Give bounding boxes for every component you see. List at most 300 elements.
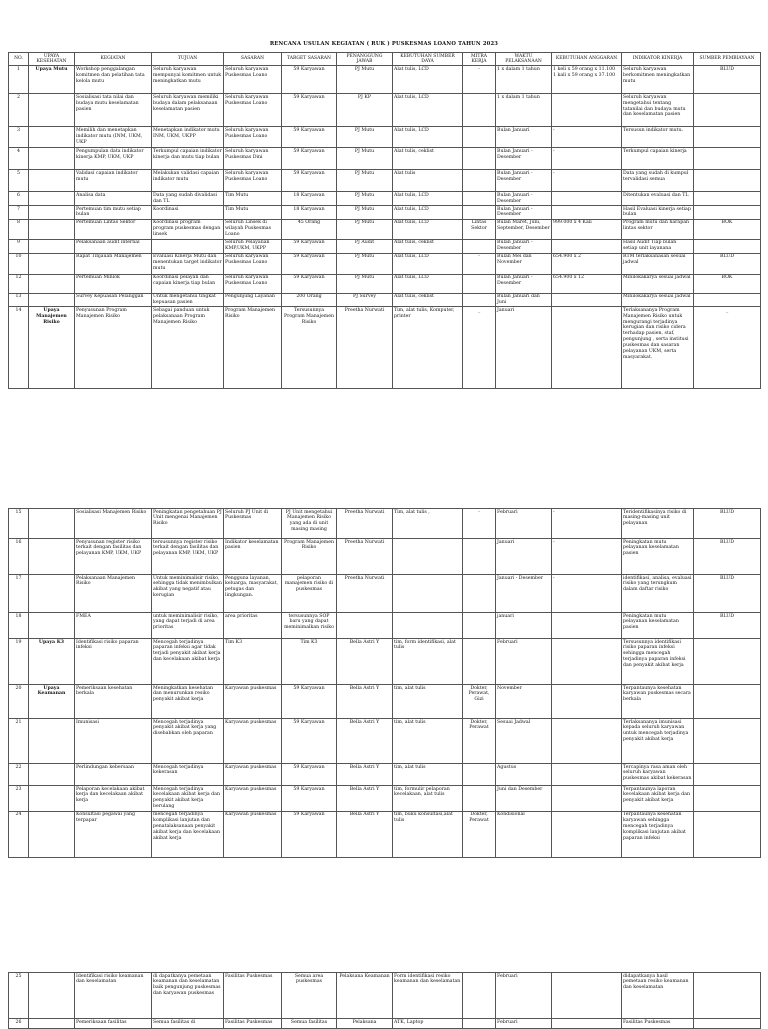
- cell-anggaran: [552, 206, 622, 220]
- cell-target: 59 Karyawan: [282, 811, 337, 857]
- cell-sasaran: Fasilitas Puskesmas: [224, 973, 282, 1019]
- cell-tujuan: Seluruh karyawan memiliki budaya dalam pelaksanaan keselamatan pasien: [152, 94, 224, 127]
- cell-waktu: Februari: [496, 509, 552, 539]
- cell-tujuan: mencegah terjadinya komplikasi lanjutan dan penatalaksanaan penyakit akibat kerja dan kecelakaan akibat kerja: [152, 811, 224, 857]
- cell-mitra: Dokter, Perawat: [463, 719, 496, 764]
- cell-no: 6: [9, 192, 29, 206]
- cell-upaya: Upaya Keamanan: [29, 685, 75, 719]
- cell-upaya: Upaya K3: [29, 639, 75, 685]
- cell-waktu: Bulan Januari - Desember: [496, 148, 552, 170]
- cell-pj: Pelaksana: [337, 1019, 393, 1029]
- cell-tujuan: Semua fasilitas di: [152, 1019, 224, 1029]
- cell-kegiatan: Analisa data: [75, 192, 152, 206]
- cell-kegiatan: Identifikasi risiko paparan infeksi: [75, 639, 152, 685]
- cell-tujuan: Menetapkan indikator mutu INM, UKM, UKPP: [152, 127, 224, 148]
- cell-anggaran: [552, 639, 622, 685]
- cell-pembiayaan: [694, 239, 761, 253]
- cell-no: 15: [9, 509, 29, 539]
- cell-sumber-daya: tim, alat tulis: [393, 685, 463, 719]
- cell-pembiayaan: BLUD: [694, 66, 761, 94]
- cell-anggaran: [552, 293, 622, 307]
- cell-pj: PJ Mutu: [337, 170, 393, 192]
- table-row: [9, 307, 761, 389]
- cell-no: 18: [9, 613, 29, 639]
- cell-sasaran: Tim Mutu: [224, 206, 282, 220]
- cell-no: 1: [9, 66, 29, 94]
- cell-pj: PJ Survey: [337, 293, 393, 307]
- cell-sumber-daya: [393, 575, 463, 613]
- cell-target: Semua area puskesmas: [282, 973, 337, 1019]
- cell-sumber-daya: Alat tulis, LCD: [393, 253, 463, 274]
- cell-upaya: [29, 192, 75, 206]
- cell-sasaran: Tim Mutu: [224, 192, 282, 206]
- cell-sasaran: Karyawan puskesmas: [224, 764, 282, 786]
- cell-upaya: [29, 719, 75, 764]
- cell-sasaran: Program Manajemen Risiko: [224, 307, 282, 389]
- cell-anggaran: [552, 764, 622, 786]
- cell-tujuan: Untuk mengetahui tingkat kepuasan pasien: [152, 293, 224, 307]
- cell-sumber-daya: ATK, Laptop: [393, 1019, 463, 1029]
- cell-upaya: Upaya Manajemen Risiko: [29, 307, 75, 389]
- col-header: TARGET SASARAN: [282, 53, 337, 66]
- col-header: INDIKATOR KINERJA: [622, 53, 694, 66]
- cell-pembiayaan: [694, 148, 761, 170]
- cell-kegiatan: Penyusunan register risiko terkait dengan fasilitas dan pelayanan KMP, UKM, UKP: [75, 539, 152, 575]
- cell-target: 59 Karyawan: [282, 274, 337, 293]
- cell-indikator: identifikasi, analisa, evaluasi risiko yang terungkum dalam daftar risiko: [622, 575, 694, 613]
- cell-anggaran: [552, 192, 622, 206]
- cell-kegiatan: Pelaksanaan audit internal: [75, 239, 152, 253]
- cell-sumber-daya: Alat tulis, LCD: [393, 219, 463, 239]
- cell-upaya: [29, 127, 75, 148]
- table-header-row: [9, 53, 761, 66]
- cell-tujuan: Terkumpul capaian indikator kinerja dan mutu tiap bulan: [152, 148, 224, 170]
- cell-mitra: [463, 170, 496, 192]
- cell-pj: Bella Astri Y: [337, 811, 393, 857]
- cell-pembiayaan: [694, 206, 761, 220]
- cell-no: 24: [9, 811, 29, 857]
- cell-pj: Preetha Nurwati: [337, 539, 393, 575]
- cell-no: 10: [9, 253, 29, 274]
- cell-upaya: [29, 786, 75, 812]
- cell-sasaran: Tim K3: [224, 639, 282, 685]
- cell-anggaran: 1 keli x 59 orang x 11.100 1 kali x 59 orang x 37.100: [552, 66, 622, 94]
- cell-tujuan: untuk meminimalisir risiko, yang dapat terjadi di area prioritas: [152, 613, 224, 639]
- cell-kegiatan: Konsultasi pegawai yang terpapar: [75, 811, 152, 857]
- cell-anggaran: -: [552, 148, 622, 170]
- col-header: UPAYA KESEHATAN: [29, 53, 75, 66]
- cell-indikator: Peningkatan mutu pelayanan keselamatan pasien: [622, 613, 694, 639]
- cell-target: 59 Karyawan: [282, 66, 337, 94]
- cell-anggaran: 654.900 x 12: [552, 274, 622, 293]
- cell-sumber-daya: tim, buku konsultasi,alat tulis: [393, 811, 463, 857]
- cell-indikator: Hasil Evaluasi kinerja setiap bulan: [622, 206, 694, 220]
- cell-mitra: [463, 639, 496, 685]
- cell-no: 8: [9, 219, 29, 239]
- cell-pj: PJ Mutu: [337, 127, 393, 148]
- table-row: [9, 206, 761, 220]
- cell-sasaran: Seluruh karyawan Puskesmas Dini: [224, 148, 282, 170]
- cell-indikator: Minilokakarya sesuai jadwal: [622, 274, 694, 293]
- cell-no: 4: [9, 148, 29, 170]
- cell-sasaran: Seluruh PJ Unit di Puskesmas: [224, 509, 282, 539]
- cell-tujuan: Meningkatkan kesehatan dan menurunkan resiko penyakit akibat kerja: [152, 685, 224, 719]
- cell-no: 23: [9, 786, 29, 812]
- col-header: NO.: [9, 53, 29, 66]
- cell-sasaran: Karyawan puskesmas: [224, 719, 282, 764]
- cell-pembiayaan: BLUD: [694, 575, 761, 613]
- cell-indikator: Tersusun indikator mutu.: [622, 127, 694, 148]
- table-row: [9, 786, 761, 812]
- cell-upaya: [29, 239, 75, 253]
- table-body: [9, 66, 761, 389]
- cell-mitra: [463, 613, 496, 639]
- cell-mitra: -: [463, 253, 496, 274]
- table-row: [9, 253, 761, 274]
- cell-pembiayaan: [694, 293, 761, 307]
- cell-pj: PJ Mutu: [337, 66, 393, 94]
- cell-anggaran: [552, 719, 622, 764]
- cell-target: 200 Orang: [282, 293, 337, 307]
- cell-upaya: [29, 539, 75, 575]
- cell-indikator: Terkumpul capaian kinerja: [622, 148, 694, 170]
- cell-pembiayaan: [694, 192, 761, 206]
- cell-mitra: [463, 293, 496, 307]
- cell-kegiatan: Imunisasi: [75, 719, 152, 764]
- cell-anggaran: [552, 613, 622, 639]
- cell-indikator: Program mutu dan harapan lintas sektor: [622, 219, 694, 239]
- cell-waktu: Januari - Desember: [496, 575, 552, 613]
- cell-sumber-daya: tim, form identifikasi, alat tulis: [393, 639, 463, 685]
- cell-tujuan: Mencegah terjadinya paparan infeksi agar tidak terjadi penyakit akibat kerja dan kecelakaan akibat kerja: [152, 639, 224, 685]
- cell-no: 26: [9, 1019, 29, 1029]
- cell-pj: Preetha Nurwati: [337, 509, 393, 539]
- cell-waktu: Agustus: [496, 764, 552, 786]
- cell-indikator: Fasilitas Puskesmas: [622, 1019, 694, 1029]
- cell-kegiatan: Pertemuan Minlok: [75, 274, 152, 293]
- table-row: [9, 719, 761, 764]
- cell-waktu: Bulan Januari - Desember: [496, 274, 552, 293]
- cell-sasaran: Karyawan puskesmas: [224, 786, 282, 812]
- cell-waktu: Februari: [496, 973, 552, 1019]
- cell-sasaran: Seluruh Linsek di wilayah Puskesmas Loano: [224, 219, 282, 239]
- cell-mitra: [463, 239, 496, 253]
- cell-sumber-daya: [393, 539, 463, 575]
- cell-pembiayaan: BLUD: [694, 253, 761, 274]
- table-row: [9, 293, 761, 307]
- cell-pembiayaan: _: [694, 307, 761, 389]
- cell-upaya: [29, 613, 75, 639]
- cell-no: 3: [9, 127, 29, 148]
- cell-indikator: Hasil Audit Tiap bulan setiap unit layanana: [622, 239, 694, 253]
- cell-waktu: Sesuai Jadwal: [496, 719, 552, 764]
- cell-no: 7: [9, 206, 29, 220]
- ruk-table-page-1: [8, 52, 760, 389]
- cell-kegiatan: Rapat Tinjauan Manajemen: [75, 253, 152, 274]
- cell-upaya: [29, 973, 75, 1019]
- cell-pj: Bella Astri Y: [337, 685, 393, 719]
- cell-tujuan: Data yang sudah divalidasi dan TL: [152, 192, 224, 206]
- cell-upaya: [29, 170, 75, 192]
- cell-waktu: Bulan Januari - Desember: [496, 239, 552, 253]
- cell-anggaran: [552, 239, 622, 253]
- cell-pembiayaan: [694, 639, 761, 685]
- table-row: [9, 219, 761, 239]
- table-row: [9, 811, 761, 857]
- table-row: [9, 148, 761, 170]
- cell-indikator: Terpantaunya laporan kecelakaan akibat kerja dan penyakit akibat kerja: [622, 786, 694, 812]
- cell-no: 25: [9, 973, 29, 1019]
- cell-indikator: RTM terlaksanasan sesuai jadwal: [622, 253, 694, 274]
- cell-pj: Bella Astri Y: [337, 786, 393, 812]
- cell-tujuan: Sebagai panduan untuk pelaksanaan Program Manajemen Risiko: [152, 307, 224, 389]
- cell-target: 18 Karyawan: [282, 206, 337, 220]
- cell-anggaran: [552, 307, 622, 389]
- cell-no: 9: [9, 239, 29, 253]
- cell-indikator: Tersusunnya identifikasi risiko paparan infeksi sehingga mencegah terjadinya paparan infeksi dan penyakit akibat kerja: [622, 639, 694, 685]
- cell-tujuan: Untuk meminimalisir risiko, sehingga tidak menimbulkan akibat yang negatif atau kerugian: [152, 575, 224, 613]
- cell-kegiatan: Perlindungan kebersaan: [75, 764, 152, 786]
- cell-sumber-daya: Alat tulis, LCD: [393, 206, 463, 220]
- cell-kegiatan: Pemeriksaan kesehatan berkala: [75, 685, 152, 719]
- cell-indikator: Tercapinya rasa aman oleh seluruh karyawan puskesmas akibat kekerasan: [622, 764, 694, 786]
- cell-sumber-daya: Alat tulis, LCD: [393, 274, 463, 293]
- cell-pembiayaan: [694, 94, 761, 127]
- cell-sasaran: Fasilitas Puskesmas: [224, 1019, 282, 1029]
- cell-pembiayaan: [694, 127, 761, 148]
- cell-kegiatan: Survey Kepuasan Pelanggan: [75, 293, 152, 307]
- cell-upaya: [29, 509, 75, 539]
- cell-tujuan: Mencegah terjadinya penyakit akibat kerja yang disebabkan oleh paparan: [152, 719, 224, 764]
- cell-pj: Bella Astri Y: [337, 764, 393, 786]
- cell-indikator: Terlaksananya imunisasi kepada seluruh karyawan untuk mencegah terjadinya penyakit akibat kerja: [622, 719, 694, 764]
- cell-mitra: _: [463, 307, 496, 389]
- ruk-table-page-2: [8, 508, 760, 858]
- cell-no: 14: [9, 307, 29, 389]
- cell-no: 5: [9, 170, 29, 192]
- col-header: TUJUAN: [152, 53, 224, 66]
- cell-pj: PJ Mutu: [337, 206, 393, 220]
- cell-waktu: Februari: [496, 1019, 552, 1029]
- cell-waktu: Januari: [496, 539, 552, 575]
- cell-tujuan: Melakukan validasi capaian indikator mutu: [152, 170, 224, 192]
- cell-sasaran: Seluruh Pelayanan KMP,UKM, UKPP: [224, 239, 282, 253]
- cell-tujuan: Mencegah terjadinya kekerasan: [152, 764, 224, 786]
- cell-upaya: [29, 575, 75, 613]
- cell-mitra: [463, 539, 496, 575]
- cell-tujuan: Mencegah terjadinya kecelakaan akibat kerja dan penyakit akibat kerja berulang: [152, 786, 224, 812]
- cell-pj: PJ Mutu: [337, 274, 393, 293]
- cell-waktu: Bulan Januari - Desember: [496, 206, 552, 220]
- cell-upaya: Upaya Mutu: [29, 66, 75, 94]
- cell-sumber-daya: Tim, alat tulis ,: [393, 509, 463, 539]
- table-row: [9, 685, 761, 719]
- cell-anggaran: -: [552, 509, 622, 539]
- cell-no: 22: [9, 764, 29, 786]
- cell-mitra: [463, 764, 496, 786]
- cell-indikator: Terpantaunya kesehatan karyawan sehingga mencegah terjadinya komplikasi lanjutan akibat paparan infeksi: [622, 811, 694, 857]
- cell-indikator: Teridentifikasinya risiko di masing-masing unit pelayanan: [622, 509, 694, 539]
- col-header: KEGIATAN: [75, 53, 152, 66]
- col-header: SUMBER PEMBIAYAAN: [694, 53, 761, 66]
- cell-anggaran: -: [552, 575, 622, 613]
- cell-upaya: [29, 253, 75, 274]
- cell-sumber-daya: Alat tulis, LCD: [393, 127, 463, 148]
- cell-kegiatan: Identifikasi risiko keamanan dan keselamatan: [75, 973, 152, 1019]
- cell-target: 59 Karyawan: [282, 764, 337, 786]
- col-header: PENANGGUNG JAWAB: [337, 53, 393, 66]
- cell-target: 59 Karyawan: [282, 685, 337, 719]
- cell-mitra: [463, 127, 496, 148]
- table-row: [9, 274, 761, 293]
- table-row: [9, 613, 761, 639]
- table-body: [9, 973, 761, 1029]
- cell-target: tersusunnya SOP baru yang dapat meminimalkan risiko: [282, 613, 337, 639]
- cell-target: Tersusunnya Program Manajemen Risiko: [282, 307, 337, 389]
- cell-anggaran: 999.000 x 4 Kali: [552, 219, 622, 239]
- cell-indikator: Seluruh karyawan mengetahui tentang tatanilai dan budaya mutu dan keselamatan pasien: [622, 94, 694, 127]
- cell-waktu: Bulan Januari - Desember: [496, 170, 552, 192]
- cell-pj: PJ Audit: [337, 239, 393, 253]
- cell-mitra: [463, 206, 496, 220]
- cell-pembiayaan: [694, 786, 761, 812]
- cell-waktu: Bulan Januari: [496, 127, 552, 148]
- cell-kegiatan: Pelaporan kecelakaan akibat kerja dan kecelakaan akibat kerja: [75, 786, 152, 812]
- table-row: [9, 973, 761, 1019]
- col-header: KEBUTUHAN SUMBER DAYA: [393, 53, 463, 66]
- cell-sasaran: Pengguna layanan, keluarga, masyarakat, petugas dan lingkungan.: [224, 575, 282, 613]
- cell-indikator: Minilokakarya sesuai jadwal: [622, 293, 694, 307]
- cell-no: 19: [9, 639, 29, 685]
- cell-pembiayaan: BOK: [694, 274, 761, 293]
- cell-pembiayaan: [694, 685, 761, 719]
- cell-upaya: [29, 148, 75, 170]
- cell-kegiatan: Pengumpulan data indikator kinerja KMP, UKM, UKP: [75, 148, 152, 170]
- cell-mitra: [463, 148, 496, 170]
- cell-kegiatan: Penyusunan Program Manajemen Risiko: [75, 307, 152, 389]
- cell-no: 13: [9, 293, 29, 307]
- col-header: MITRA KERJA: [463, 53, 496, 66]
- cell-sumber-daya: tim, formulir pelaporan kecelakaan, alat tulis: [393, 786, 463, 812]
- cell-target: 59 Karyawan: [282, 719, 337, 764]
- cell-sumber-daya: Alat tulis, LCD: [393, 66, 463, 94]
- col-header: KEBUTUHAN ANGGARAN: [552, 53, 622, 66]
- cell-pj: PJ Mutu: [337, 219, 393, 239]
- cell-pj: Preetha Nurwati: [337, 307, 393, 389]
- cell-waktu: Januari: [496, 307, 552, 389]
- cell-pembiayaan: [694, 764, 761, 786]
- cell-pembiayaan: [694, 719, 761, 764]
- cell-target: 59 Karyawan: [282, 148, 337, 170]
- cell-kegiatan: Sosialisasi Manajemen Risiko: [75, 509, 152, 539]
- cell-indikator: Data yang sudah di kumpul tervalidasi semua: [622, 170, 694, 192]
- table-row: [9, 66, 761, 94]
- cell-pembiayaan: BLUD: [694, 613, 761, 639]
- cell-anggaran: [552, 685, 622, 719]
- cell-tujuan: Peningkatan pengetahuan PJ Unit mengenai Manajemen Risiko: [152, 509, 224, 539]
- cell-upaya: [29, 219, 75, 239]
- cell-target: Semua fasilitas: [282, 1019, 337, 1029]
- cell-pj: Bella Astri Y: [337, 719, 393, 764]
- cell-kegiatan: FMEA: [75, 613, 152, 639]
- cell-kegiatan: Pelaksanaan Manajemen Risiko: [75, 575, 152, 613]
- cell-anggaran: 654.900 x 2: [552, 253, 622, 274]
- table-row: [9, 192, 761, 206]
- cell-sasaran: Seluruh karyawan Puskesmas Loano: [224, 66, 282, 94]
- cell-indikator: Seluruh karyawan berkomitmen meningkatkan mutu: [622, 66, 694, 94]
- cell-target: 59 Karyawan: [282, 239, 337, 253]
- cell-anggaran: -: [552, 170, 622, 192]
- cell-indikator: Ditentukan evaluasi dan TL: [622, 192, 694, 206]
- cell-no: 12: [9, 274, 29, 293]
- cell-sasaran: Seluruh karyawan Puskesmas Loano: [224, 127, 282, 148]
- cell-upaya: [29, 206, 75, 220]
- cell-sumber-daya: [393, 613, 463, 639]
- cell-indikator: Terpantaunya kesehatan karyawan puskesmas secara berkala: [622, 685, 694, 719]
- table-row: [9, 127, 761, 148]
- col-header: SASARAN: [224, 53, 282, 66]
- table-row: [9, 539, 761, 575]
- cell-sasaran: Seluruh karyawan Puskesmas Loano: [224, 94, 282, 127]
- cell-indikator: didapatkanya hasil pemetaan resiko keamanan dan keselamatan: [622, 973, 694, 1019]
- cell-waktu: Bulan Januari - Desember: [496, 192, 552, 206]
- cell-mitra: Lintas Sektor: [463, 219, 496, 239]
- cell-anggaran: [552, 94, 622, 127]
- cell-pj: PJ Mutu: [337, 253, 393, 274]
- cell-sasaran: Seluruh karyawan Puskesmas Loano: [224, 253, 282, 274]
- cell-target: pelaporan manajemen risiko di puskesmas: [282, 575, 337, 613]
- cell-anggaran: [552, 973, 622, 1019]
- cell-upaya: [29, 764, 75, 786]
- cell-sumber-daya: Tim, alat tulis, Komputer, printer: [393, 307, 463, 389]
- cell-anggaran: [552, 786, 622, 812]
- cell-target: Tim K3: [282, 639, 337, 685]
- cell-indikator: Peningkatan mutu pelayanan keselamatan pasien: [622, 539, 694, 575]
- cell-target: PJ Unit mengetahui Manajemen Risiko yang ada di unit masing masing: [282, 509, 337, 539]
- cell-kegiatan: Sosialisasi tata nilai dan budaya mutu keselamatan pasien: [75, 94, 152, 127]
- cell-sasaran: Seluruh karyawan Puskesmas Loano: [224, 170, 282, 192]
- cell-tujuan: di dapatkanya pemetaan keamanan dan keselamatan baik pengunjung puskesmas dan karyawan puskesmas: [152, 973, 224, 1019]
- cell-kegiatan: Workshop penggalangan komitmen dan pelatihan tata kelola mutu: [75, 66, 152, 94]
- cell-upaya: [29, 811, 75, 857]
- cell-target: 18 Karyawan: [282, 192, 337, 206]
- cell-no: 21: [9, 719, 29, 764]
- cell-pembiayaan: BOK: [694, 219, 761, 239]
- cell-mitra: -: [463, 66, 496, 94]
- cell-pj: PJ Mutu: [337, 192, 393, 206]
- cell-sasaran: Karyawan puskesmas: [224, 811, 282, 857]
- cell-sasaran: Seluruh karyawan Puskesmas Loano: [224, 274, 282, 293]
- cell-upaya: [29, 293, 75, 307]
- cell-sumber-daya: Alat tulis, ceklist: [393, 239, 463, 253]
- cell-sumber-daya: Alat tulis: [393, 170, 463, 192]
- cell-indikator: Terlaksananya Program Manajemen Risiko untuk mengurangi terjadinya kerugian dan risiko cidera terhadap pasien, staf, pengunjung , serta institusi puskesmas dan sasaran pelayanan UKM, serta masyarakat.: [622, 307, 694, 389]
- cell-sumber-daya: Alat tulis, ceklist: [393, 148, 463, 170]
- cell-anggaran: [552, 811, 622, 857]
- cell-pj: PJ Mutu: [337, 148, 393, 170]
- cell-target: 59 Karyawan: [282, 253, 337, 274]
- cell-sasaran: Indikator keselamatan pasien: [224, 539, 282, 575]
- cell-kegiatan: Pertemuan tim mutu setiap bulan: [75, 206, 152, 220]
- cell-pj: [337, 613, 393, 639]
- cell-pj: Preetha Nurwati: [337, 575, 393, 613]
- cell-upaya: [29, 274, 75, 293]
- cell-tujuan: [152, 239, 224, 253]
- cell-sasaran: area prioritas: [224, 613, 282, 639]
- document-title: RENCANA USULAN KEGIATAN ( RUK ) PUSKESMAS LOANO TAHUN 2023: [269, 41, 499, 47]
- cell-waktu: November: [496, 685, 552, 719]
- cell-waktu: 1 x dalam 1 tahun: [496, 94, 552, 127]
